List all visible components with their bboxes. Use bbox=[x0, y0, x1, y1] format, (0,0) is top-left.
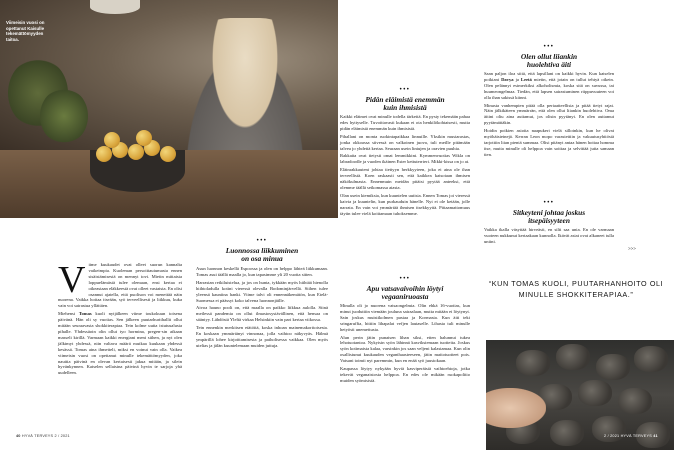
pidan-column bbox=[340, 114, 470, 219]
paragraph: Asun luonnon keskellä Espoossa ja olen on helppo lähteä liikkumaan. Tomas asui täällä maalla jo, kun tapasimme yli 20 vuotta sitten. bbox=[196, 266, 328, 277]
drop-cap: V bbox=[58, 259, 86, 301]
pull-quote: “KUN TOMAS KUOLI, PUUTARHANHOITO OLI MINULLE SHOKKITERAPIAA.” bbox=[488, 279, 664, 299]
paragraph: Kaupassa löytyy nykyään hyviä kasviperäisiä vaihtoehtoja, jotka tekevät veganaistosta helppoa. En edes ole mikään ruokapolitio muiden syömisistä. bbox=[340, 366, 470, 383]
intro-paragraph-2: Miehensi Tomas kuoli nytjälkeen viime toukokuun toisena päivänä. Hän oli sy vuotias. Sen jälkeen puutarhurithallit ollut mitään seuraavasta shokkiterapiaa. Tein kolme uutta istutusalusta pihalle. Yhdessäoin olin ollut tyo hormina, pregen-sin aikaan masseli kirillä. Varmaan kaikki energiani meni siihen, ja nyt olen jälkimyt yhdessä, niin valtava määrä mutkaa kuukaan yhdessä kesässä. Tomas aina ihmetteli, miksi en voinut vain olla. Vaikea viimeisin vuosi on opettanut minulle tekemättömyyden, joka nauttia päivinä en olevan kertaisesti jakua mitään, ja silein hyvänkynnen. Katselen sellaisina päivinä hyvin te sarjoja yhä uudelleen. bbox=[58, 311, 182, 376]
olen-column bbox=[484, 71, 614, 160]
section-heading-olen: Olen ollut liiankin huolehtiva äiti bbox=[520, 52, 578, 69]
paragraph: Eläinrakkauteni johtaa tiettyyn herkkyyteen, joka ei aina ole ihan terveellistä. Koen raskaasti sen, että kaikkea katsotaan ihmisen näkökulmasta. Ennenmuin meidän pitäisi pyytää anteeksi, että olemme täällä seikomassa aiasta. bbox=[340, 167, 470, 190]
section-heading-luonnossa: Luonnossa liikkuminen on osa minua bbox=[225, 246, 299, 263]
paragraph: Rakkaita ovat tietysti omat lemmikkini. Kymmenvuotias Wikla on labradoodle ja vuoden ikäinen Ester kettuterrieri. Mikki-kissa on jo at. bbox=[340, 153, 470, 165]
intro-paragraph bbox=[58, 259, 182, 309]
intro-column bbox=[58, 259, 182, 378]
main-photo bbox=[0, 0, 338, 218]
footer-right bbox=[604, 434, 658, 438]
magazine-issue-right: 2 / 2021 HYVÄ TERVEYS bbox=[604, 434, 652, 438]
paragraph: Saan paljon iloa siitä, että lapsillani on kaikki hyvin. Kun katselen poikiani Davya ja Leetä mietin, että jotain on tullut tehtyä oikein. Olen pelännyt esimerkiksi alkoholismia, koska sitä on suvussa, tai huumeongelmaa. Tiedän, että lapsen sairastuminen riippuvuuteen voi olla ihan sakissä kiinni. bbox=[484, 71, 614, 100]
paragraph: Minulla oli jo nuorena vatsaongelmia. Olin ehkä 16-vuotias, kun minut juoduttiin viemään jouluna sairaalaan, mutta mitään ei löytynyt. Sain joskus muistikolmen pastaa ja Kormasta. Kun äiti teki sringaruffia, hittiin lihapalat vefjen lautaselle. Lihasta tuli minulle hetyösti unemettusta. bbox=[340, 303, 470, 332]
footer-left bbox=[16, 434, 70, 438]
paragraph: Vaikka tkalla väsyttää hirveästi, en silti saa unia. En ole varmaan vuoteen nukkunut kertaakaan kunnolla. Ikävät asiat ovat alkaneet tulla uniini. bbox=[484, 227, 614, 244]
sitkeyteni-column bbox=[484, 227, 614, 247]
name-leeta: Leetä bbox=[520, 76, 532, 82]
paragraph: Aivoa hauno pooli on, että maalla on paikko liikkua aulolla. Siinä meilessä pandemia on ollut ilmastosystävällinen, että hensaa on sääntyy. Lähdöstä Yleltä virkaa Helsinkiin vain pari kertaa viikossa. bbox=[196, 305, 328, 323]
paragraph: Harrastan retkiluistelua, ja jos on hunta, tykkään myös hiihtää hienolla hiihtoladulla kotini vieressä olevalla Bodominjärvellä. Siihen tulee yleensä kauniina hanki. Viime talvi oli ennennäkemätön, kun Etelä-Suomessa ei päässyt koko talvena luonnonjäille. bbox=[196, 279, 328, 303]
page-number-left: 40 bbox=[16, 434, 21, 438]
magazine-issue-left: HYVÄ TERVEYS 2 / 2021 bbox=[21, 434, 70, 438]
intro-text: iime kuukaudet ovat olleet suorun kannalta vaikeimpia. Kuoleman persoittautumasta ennen sisäistämisestä on mennyt tovi. Mietin mittaista loppuelämästä tulee olemaan, ensi kertaa ei oikeastaan eläkkeestä ovat olleet vastaista. En olisi osannut ajatella, että puolison voi menettää näin nuorena. Vaikka hoitaa itseään, syö terveellisesti ja liikkuu, kuka vain voi sairastua yllättäen. bbox=[58, 262, 182, 309]
apu-column bbox=[340, 303, 470, 386]
paragraph: Pihallani on monta ruokintapaikkaa linnuille. Yksikin mustarastas, jonka okkoassa siivessä on valkoinen juova, tuli meille pitämään talvea jo yhdettä kertaa. Seuraan usein lintujen ja oravien puuhia. bbox=[340, 133, 470, 151]
ornament-dots: ••• bbox=[256, 238, 268, 244]
paragraph: Olan usein kiemiksia, kun kuuntelen uutisia. Ennen Tomas joi vieressä kaivia ja kuuntelin, kun purkauduin hänelle. Nyt ei ole ketään, jolle narrata. En vain voi ymmärtää ihmisen itsekkyyttä. Pittaamattomuus täytin tulee vielä koittamaan tuhoksemme. bbox=[340, 192, 470, 216]
name-tomas: Tomas bbox=[78, 311, 92, 317]
luonnossa-column bbox=[196, 266, 328, 351]
section-heading-pidan: Pidän eläimistä enemmän kuin ihmisistä bbox=[365, 95, 445, 112]
ornament-dots: ••• bbox=[543, 200, 555, 206]
ornament-dots: ••• bbox=[399, 276, 411, 282]
paragraph: Kaikki eläimet ovat minulle todella tärkeitä. En pysty tekemään pahaa edes hyttyselle. Tuvoittavasti kukaan ei ota henkilökohtaisesti, mutta pidän eläimistä enemmän kuin ihmisistä. bbox=[340, 114, 470, 131]
section-heading-apu: Apu vatsavaivoihin löytyi vegaaniruoasta bbox=[366, 284, 444, 301]
paragraph: Hoidin poikien asioita naapukeri vielä silloinkin, kun he olivat myöhäisteinejä. Kerran Leon mopo varastettiin ja vakuutusyhtiöstä tarjottiin liian pientä summaa. Olisi pitänyt antaa hänen hoitaa homma itse, mutta minulle oli helppoa vain soittaa ja selvittää jutta samaan tien. bbox=[484, 128, 614, 157]
name-davya: Davya bbox=[501, 76, 514, 82]
page-number-right: 41 bbox=[653, 434, 658, 438]
paragraph: Alun perin jätin punaisen lihan siksi, etten halunnut tukea lehotuotantoa. Nykyisin syön lähinnä kasviksiemaan tuotteita. Joskus syön kotimaista kalaa, varsinkin jos saan veljeni kalastamaa. Kun olin osallistunut kuukauden veganthaasteeseen, jätin maitotuotteet pois. Vatsani toimii nyt paremmin, kun en enää syö juustokaan. bbox=[340, 334, 470, 364]
paragraph: Tein ennenkin merkitsen etätöitä, koska inhoan mainemakorttoisesta. En koskaan ymmärtänyt vinnonaa, jolla vaihtoo näkyvyäs. Hälmä ympärillä lohee kirjoittamisesta ja paiholisessa vaikkaa. Olen myös utelias ja jälän kuuntelemaan muiden juttuja. bbox=[196, 325, 328, 348]
ornament-dots: ••• bbox=[399, 87, 411, 93]
photo-caption: Viimeisin vuosi on opettanut Kaisulle tekemättömyyden taitoa. bbox=[6, 20, 45, 42]
continue-arrow: >>> bbox=[628, 246, 636, 251]
ornament-dots: ••• bbox=[543, 44, 555, 50]
section-heading-sitkeyteni: Sitkeyteni johtaa joskus itsepäisyyteen bbox=[512, 208, 586, 225]
paragraph: Minusta vanhempien pitää olla periaatteellisia ja pitää tietyt rajat. Näin jälkikäteen ymmärrän, että olen ollut liiankin huolehtiva. Oma äitini oliu aina auttamut, jos olisin pyytänyt. En olen auttamut pyytämättäkin. bbox=[484, 102, 614, 126]
